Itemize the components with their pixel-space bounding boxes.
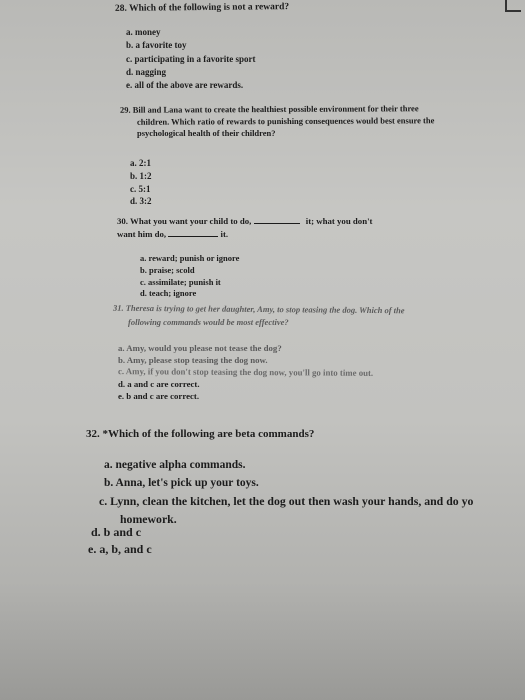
- question-30-line1: [117, 216, 372, 226]
- q31-option-c: c. Amy, if you don't stop teasing the dog now, you'll go into time out.: [117, 366, 374, 378]
- q30-option-b: b. praise; scold: [140, 265, 195, 275]
- question-29-line2: children. Which ratio of rewards to punishing consequences would best ensure the: [136, 115, 435, 127]
- q30-text-part1: 30. What you want your child to do,: [117, 216, 252, 226]
- q28-option-b: b. a favorite toy: [126, 40, 187, 50]
- q28-option-e: e. all of the above are rewards.: [126, 80, 244, 90]
- q30-option-c: c. assimilate; punish it: [140, 277, 221, 287]
- q32-option-d: d. b and c: [91, 525, 142, 539]
- page-shadow: [0, 580, 525, 700]
- q28-option-d: d. nagging: [126, 67, 167, 77]
- q30-option-d: d. teach; ignore: [140, 288, 197, 298]
- q30-text-part3: want him do,: [117, 229, 167, 239]
- q31-option-e: e. b and c are correct.: [118, 391, 200, 401]
- q31-option-b: b. Amy, please stop teasing the dog now.: [118, 355, 268, 365]
- q31-option-a: a. Amy, would you please not tease the dog?: [118, 343, 282, 353]
- question-31-line1: 31. Theresa is trying to get her daughter, Amy, to stop teasing the dog. Which of the: [112, 302, 405, 316]
- q30-blank-1: [254, 223, 300, 224]
- q30-text-part4: it.: [220, 229, 229, 239]
- q32-option-c-continued: homework.: [120, 512, 177, 526]
- q30-option-a: a. reward; punish or ignore: [140, 253, 240, 263]
- q32-option-e: e. a, b, and c: [88, 542, 152, 556]
- q29-option-c: c. 5:1: [130, 184, 151, 194]
- question-28: 28. Which of the following is not a reward?: [114, 2, 290, 14]
- q31-option-d: d. a and c are correct.: [118, 379, 200, 389]
- question-30-line2: [117, 229, 228, 239]
- q32-option-c: c. Lynn, clean the kitchen, let the dog out then wash your hands, and do yo: [99, 494, 474, 508]
- q30-text-part2: it; what you don't: [305, 216, 373, 226]
- q29-option-d: d. 3:2: [130, 196, 152, 206]
- q30-blank-2: [168, 236, 218, 237]
- q28-option-c: c. participating in a favorite sport: [126, 54, 256, 64]
- question-32: 32. *Which of the following are beta commands?: [86, 428, 315, 440]
- question-29-line1: 29. Bill and Lana want to create the healthiest possible environment for their three: [119, 103, 419, 115]
- page-corner-mark: [505, 0, 521, 12]
- question-29-line3: psychological health of their children?: [137, 128, 276, 138]
- question-31-line2: following commands would be most effective?: [128, 317, 289, 327]
- q29-option-a: a. 2:1: [130, 158, 151, 168]
- q28-option-a: a. money: [126, 27, 161, 37]
- q29-option-b: b. 1:2: [130, 171, 152, 181]
- q32-option-b: b. Anna, let's pick up your toys.: [104, 477, 259, 489]
- q32-option-a: a. negative alpha commands.: [104, 459, 246, 471]
